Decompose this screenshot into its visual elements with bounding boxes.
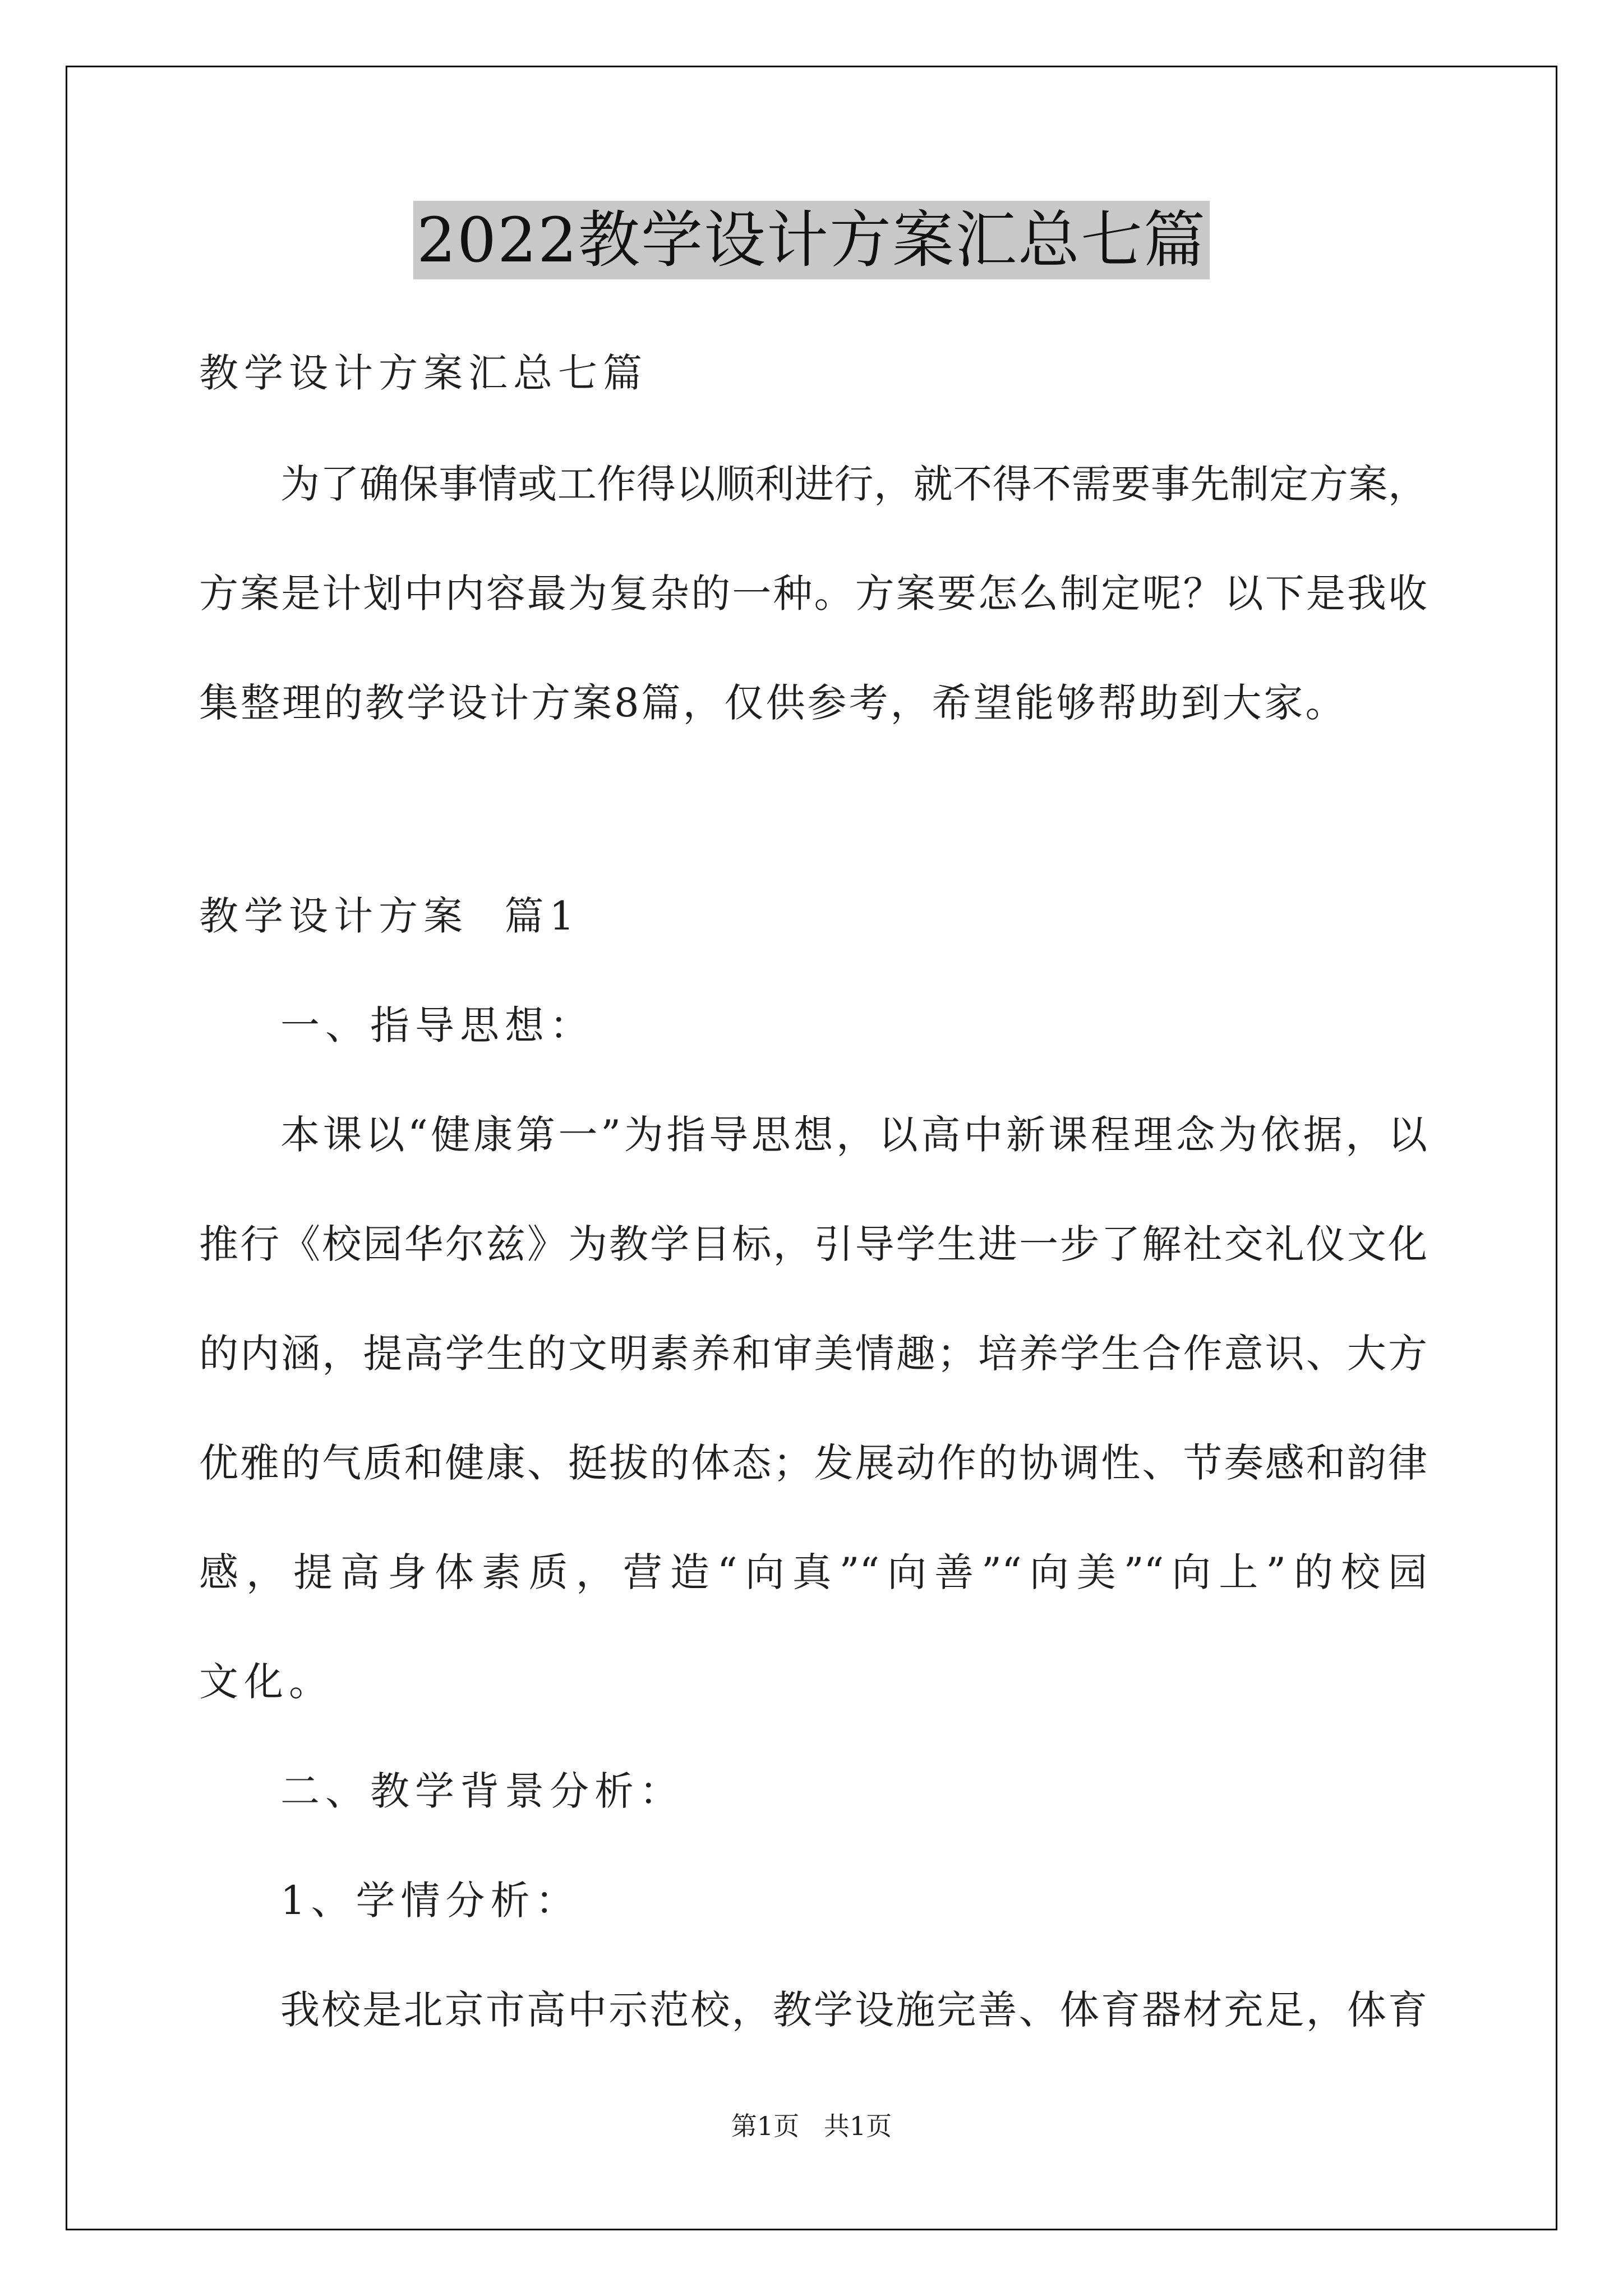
heading-teaching-background: 二、教学背景分析： [280, 1768, 684, 1814]
heading-guiding-thought: 一、指导思想： [280, 1002, 594, 1048]
intro-line-1: 为了确保事情或工作得以顺利进行，就不得不需要事先制定方案， [280, 461, 1427, 507]
guiding-line-4: 优雅的气质和健康、挺拔的体态；发展动作的协调性、节奏感和韵律 [199, 1440, 1427, 1486]
title-container [0, 201, 1623, 279]
guiding-line-3: 的内涵，提高学生的文明素养和审美情趣；培养学生合作意识、大方 [199, 1331, 1427, 1377]
section-heading: 教学设计方案 篇1 [199, 893, 580, 939]
guiding-line-2: 推行《校园华尔兹》为教学目标，引导学生进一步了解社交礼仪文化 [199, 1221, 1427, 1267]
analysis-line-1: 我校是北京市高中示范校，教学设施完善、体育器材充足，体育 [280, 1987, 1427, 2033]
guiding-line-6: 文化。 [199, 1659, 334, 1705]
intro-line-2: 方案是计划中内容最为复杂的一种。方案要怎么制定呢？以下是我收 [199, 570, 1427, 616]
document-title: 2022教学设计方案汇总七篇 [413, 201, 1210, 279]
heading-student-analysis: 1、学情分析： [280, 1878, 580, 1924]
document-subtitle: 教学设计方案汇总七篇 [199, 350, 648, 396]
page-footer: 第1页 共1页 [731, 2111, 892, 2141]
guiding-line-5: 感，提高身体素质，营造“向真”“向善”“向美”“向上”的校园 [199, 1549, 1427, 1595]
guiding-line-1: 本课以“健康第一”为指导思想，以高中新课程理念为依据，以 [280, 1112, 1427, 1158]
intro-line-3: 集整理的教学设计方案8篇，仅供参考，希望能够帮助到大家。 [199, 680, 1347, 726]
